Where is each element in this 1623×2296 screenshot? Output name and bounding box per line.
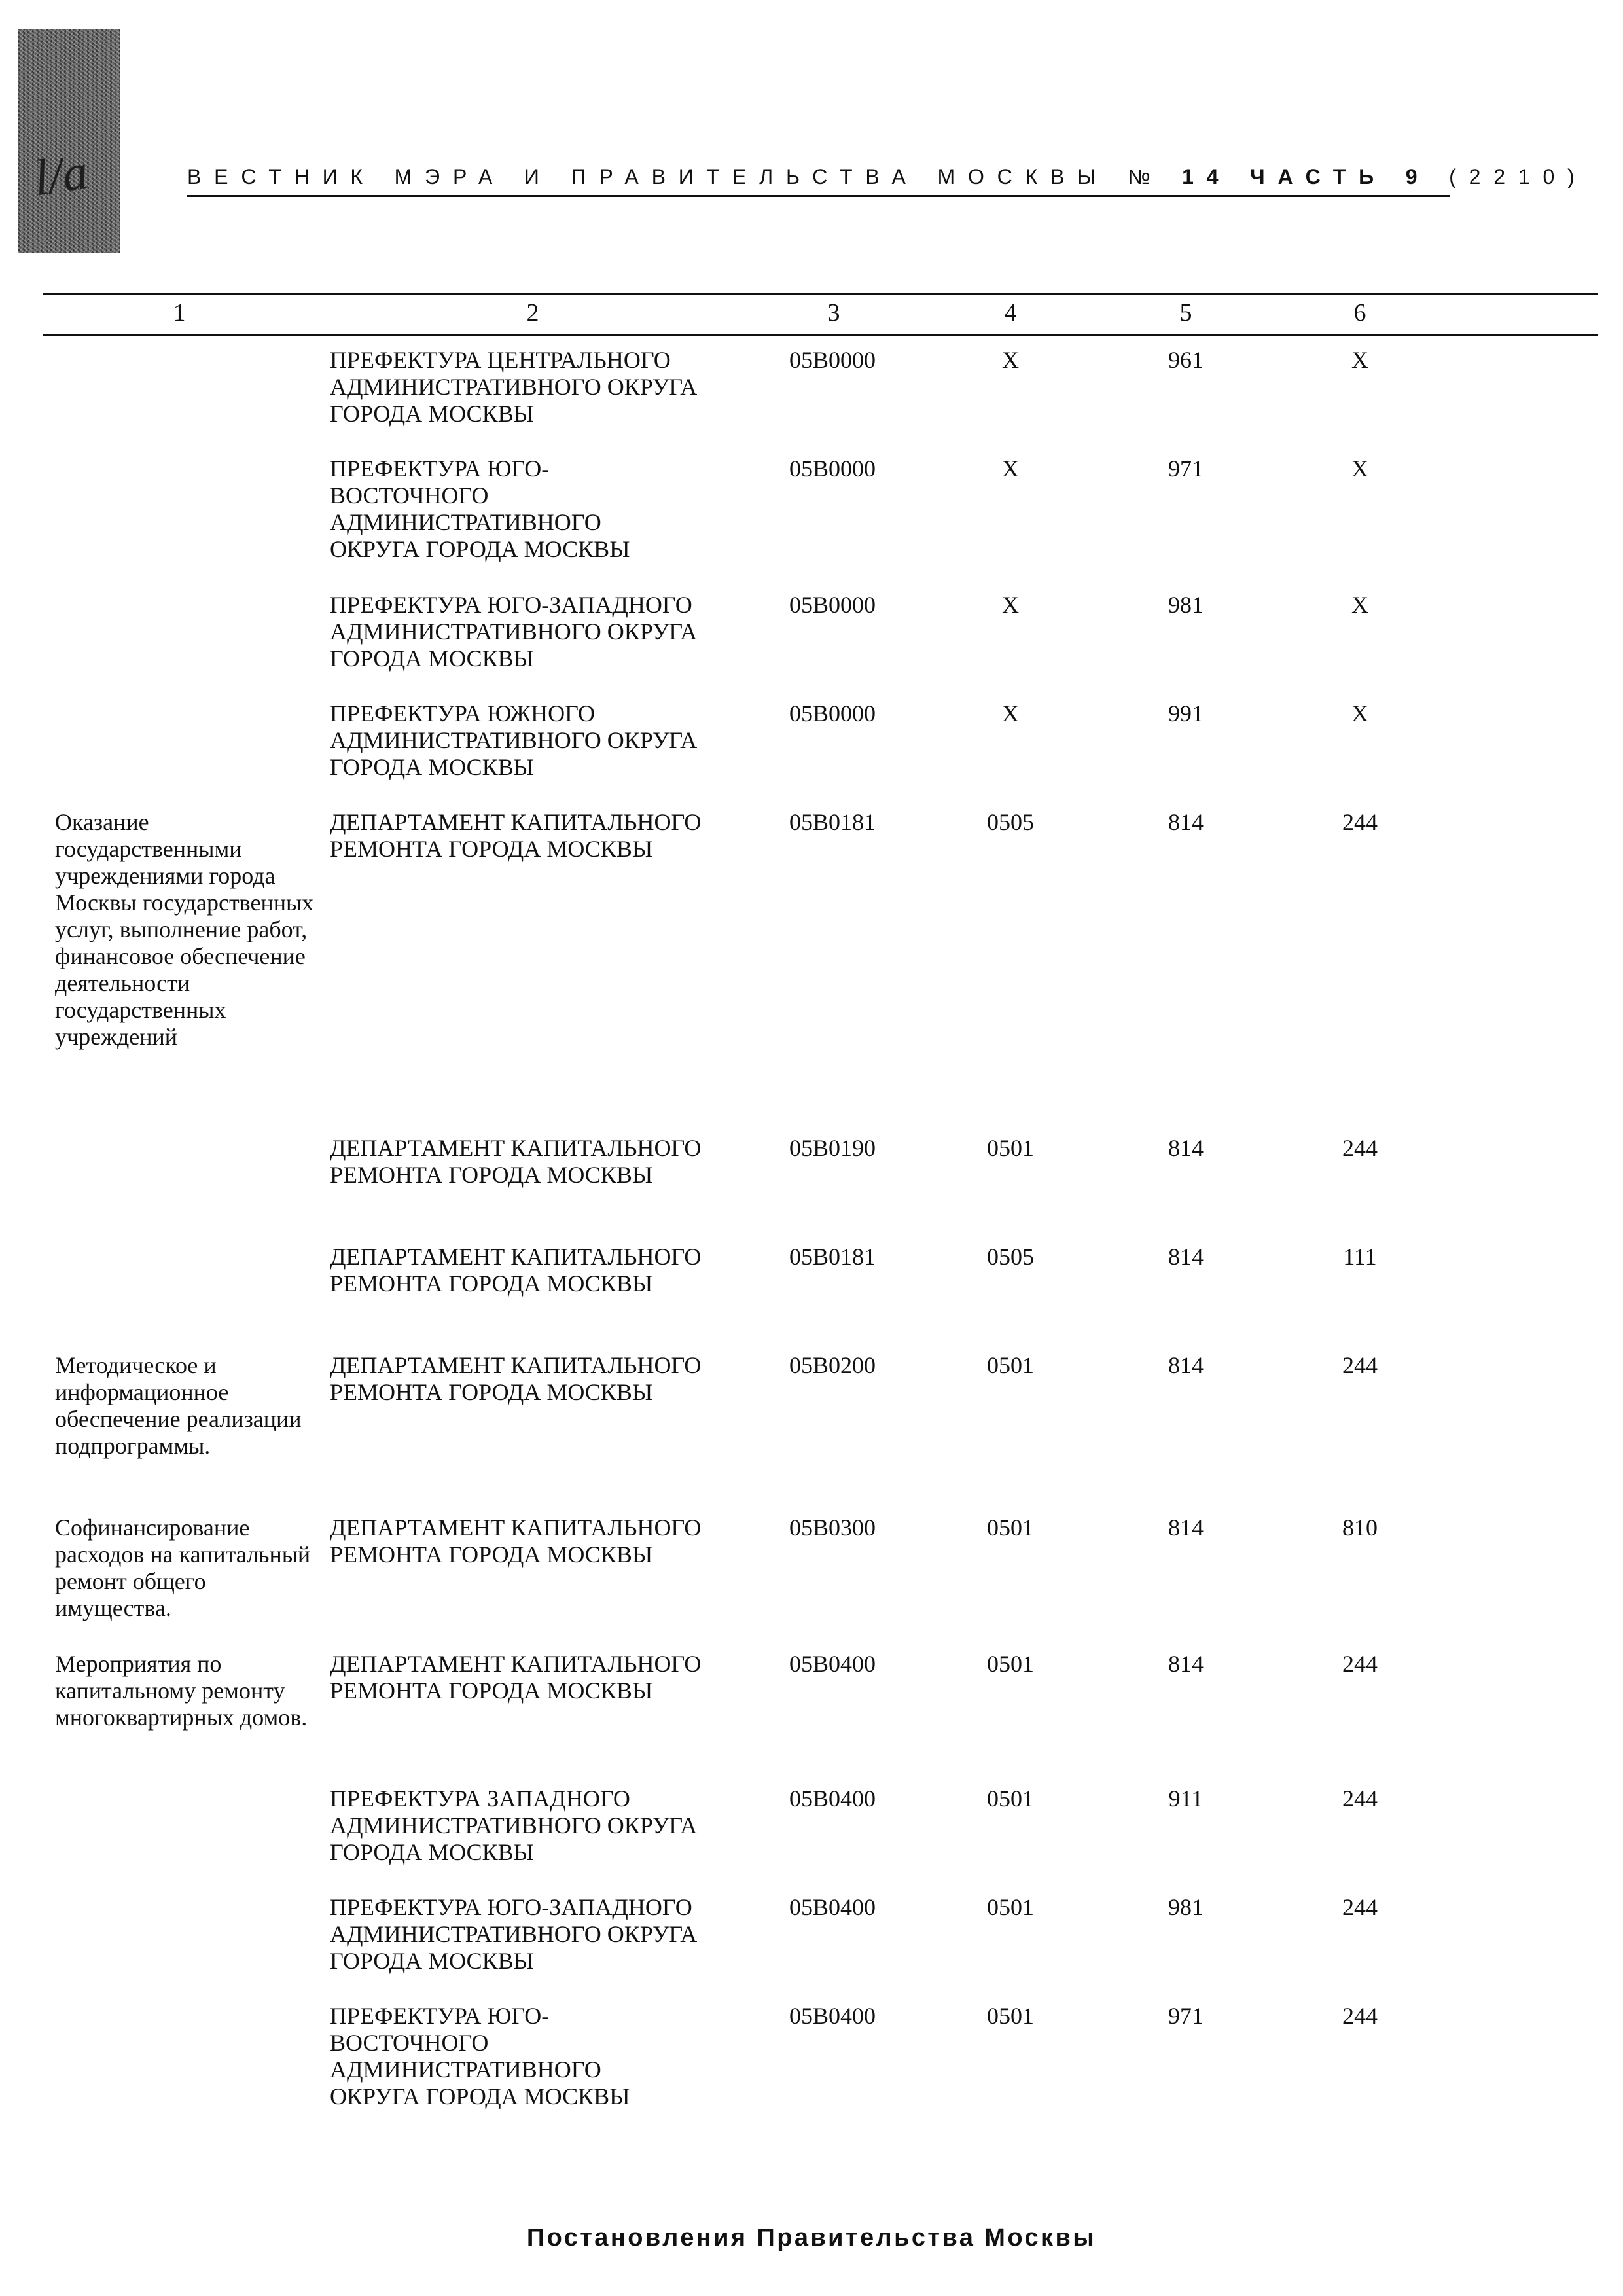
issue-number: 14 [1182, 165, 1232, 188]
row-12-section: 0501 [987, 2003, 1034, 2029]
row-2-organization: ПРЕФЕКТУРА ЮГО-ЗАПАДНОГО АДМИНИСТРАТИВНОГО ОКРУГА ГОРОДА МОСКВЫ [330, 592, 698, 672]
row-2-expense-type: Х [1351, 592, 1368, 618]
row-9-organization: ДЕПАРТАМЕНТ КАПИТАЛЬНОГО РЕМОНТА ГОРОДА МОСКВЫ [330, 1651, 702, 1704]
row-7-ministry-code: 814 [1168, 1352, 1204, 1378]
row-2-code: 05В0000 [789, 592, 876, 618]
row-4-code: 05В0181 [789, 809, 876, 835]
row-0-ministry-code: 961 [1168, 347, 1204, 373]
row-4-expense-type: 244 [1342, 809, 1378, 835]
row-3-ministry-code: 991 [1168, 700, 1204, 726]
row-5-section: 0501 [987, 1135, 1034, 1161]
row-3-expense-type: Х [1351, 700, 1368, 726]
row-7-organization: ДЕПАРТАМЕНТ КАПИТАЛЬНОГО РЕМОНТА ГОРОДА МОСКВЫ [330, 1352, 702, 1405]
row-12-organization: ПРЕФЕКТУРА ЮГО-ВОСТОЧНОГО АДМИНИСТРАТИВНОГО ОКРУГА ГОРОДА МОСКВЫ [330, 2003, 630, 2109]
row-10-code: 05В0400 [789, 1785, 876, 1812]
row-1-ministry-code: 971 [1168, 456, 1204, 482]
part-label: ЧАСТЬ 9 [1250, 165, 1431, 188]
row-11-ministry-code: 981 [1168, 1894, 1204, 1920]
column-header-3: 3 [827, 299, 840, 327]
row-7-code: 05В0200 [789, 1352, 876, 1378]
row-4-description: Оказание государственными учреждениями города Москвы государственных услуг, выполнение работ, финансовое обеспечение деятельности государственных учреждений [55, 809, 314, 1050]
column-header-4: 4 [1004, 299, 1017, 327]
row-8-code: 05В0300 [789, 1515, 876, 1541]
row-10-ministry-code: 911 [1168, 1785, 1204, 1812]
row-6-code: 05В0181 [789, 1244, 876, 1270]
row-1-expense-type: Х [1351, 456, 1368, 482]
table-header-rule [43, 334, 1598, 336]
row-9-section: 0501 [987, 1651, 1034, 1677]
page-footer: Постановления Правительства Москвы [526, 2224, 1097, 2251]
row-10-expense-type: 244 [1342, 1785, 1378, 1812]
row-1-organization: ПРЕФЕКТУРА ЮГО-ВОСТОЧНОГО АДМИНИСТРАТИВНОГО ОКРУГА ГОРОДА МОСКВЫ [330, 456, 630, 562]
row-5-ministry-code: 814 [1168, 1135, 1204, 1161]
row-9-code: 05В0400 [789, 1651, 876, 1677]
column-header-5: 5 [1179, 299, 1192, 327]
row-12-expense-type: 244 [1342, 2003, 1378, 2029]
row-9-description: Мероприятия по капитальному ремонту многоквартирных домов. [55, 1651, 308, 1731]
row-0-code: 05В0000 [789, 347, 876, 373]
row-5-expense-type: 244 [1342, 1135, 1378, 1161]
row-8-expense-type: 810 [1342, 1515, 1378, 1541]
row-9-ministry-code: 814 [1168, 1651, 1204, 1677]
row-7-section: 0501 [987, 1352, 1034, 1378]
row-11-code: 05В0400 [789, 1894, 876, 1920]
row-12-ministry-code: 971 [1168, 2003, 1204, 2029]
row-8-ministry-code: 814 [1168, 1515, 1204, 1541]
row-2-section: Х [1002, 592, 1019, 618]
column-header-1: 1 [173, 299, 186, 327]
row-8-description: Софинансирование расходов на капитальный ремонт общего имущества. [55, 1515, 311, 1621]
row-6-section: 0505 [987, 1244, 1034, 1270]
corner-mark: l/a [30, 142, 92, 207]
row-4-section: 0505 [987, 809, 1034, 835]
row-5-code: 05В0190 [789, 1135, 876, 1161]
column-header-6: 6 [1353, 299, 1366, 327]
header-rule-thick [187, 195, 1450, 197]
row-1-code: 05В0000 [789, 456, 876, 482]
row-4-ministry-code: 814 [1168, 809, 1204, 835]
issue-total-number: (2210) [1449, 165, 1588, 188]
number-sign: № [1128, 165, 1164, 188]
row-11-expense-type: 244 [1342, 1894, 1378, 1920]
row-6-organization: ДЕПАРТАМЕНТ КАПИТАЛЬНОГО РЕМОНТА ГОРОДА МОСКВЫ [330, 1244, 702, 1297]
corner-decorative-graphic [18, 29, 120, 253]
row-10-organization: ПРЕФЕКТУРА ЗАПАДНОГО АДМИНИСТРАТИВНОГО ОКРУГА ГОРОДА МОСКВЫ [330, 1785, 698, 1865]
row-3-organization: ПРЕФЕКТУРА ЮЖНОГО АДМИНИСТРАТИВНОГО ОКРУГА ГОРОДА МОСКВЫ [330, 700, 698, 780]
row-6-ministry-code: 814 [1168, 1244, 1204, 1270]
row-0-section: Х [1002, 347, 1019, 373]
row-8-organization: ДЕПАРТАМЕНТ КАПИТАЛЬНОГО РЕМОНТА ГОРОДА МОСКВЫ [330, 1515, 702, 1568]
row-11-section: 0501 [987, 1894, 1034, 1920]
row-7-description: Методическое и информационное обеспечение реализации подпрограммы. [55, 1352, 302, 1459]
row-3-section: Х [1002, 700, 1019, 726]
row-8-section: 0501 [987, 1515, 1034, 1541]
column-header-2: 2 [526, 299, 539, 327]
table-top-rule [43, 293, 1598, 295]
row-9-expense-type: 244 [1342, 1651, 1378, 1677]
row-7-expense-type: 244 [1342, 1352, 1378, 1378]
row-2-ministry-code: 981 [1168, 592, 1204, 618]
row-1-section: Х [1002, 456, 1019, 482]
row-5-organization: ДЕПАРТАМЕНТ КАПИТАЛЬНОГО РЕМОНТА ГОРОДА МОСКВЫ [330, 1135, 702, 1188]
publication-title: ВЕСТНИК МЭРА И ПРАВИТЕЛЬСТВА МОСКВЫ [187, 165, 1109, 188]
row-0-expense-type: Х [1351, 347, 1368, 373]
running-header [187, 165, 1588, 189]
row-6-expense-type: 111 [1343, 1244, 1377, 1270]
row-12-code: 05В0400 [789, 2003, 876, 2029]
row-11-organization: ПРЕФЕКТУРА ЮГО-ЗАПАДНОГО АДМИНИСТРАТИВНОГО ОКРУГА ГОРОДА МОСКВЫ [330, 1894, 698, 1974]
row-10-section: 0501 [987, 1785, 1034, 1812]
row-0-organization: ПРЕФЕКТУРА ЦЕНТРАЛЬНОГО АДМИНИСТРАТИВНОГО ОКРУГА ГОРОДА МОСКВЫ [330, 347, 698, 427]
row-3-code: 05В0000 [789, 700, 876, 726]
row-4-organization: ДЕПАРТАМЕНТ КАПИТАЛЬНОГО РЕМОНТА ГОРОДА МОСКВЫ [330, 809, 702, 862]
